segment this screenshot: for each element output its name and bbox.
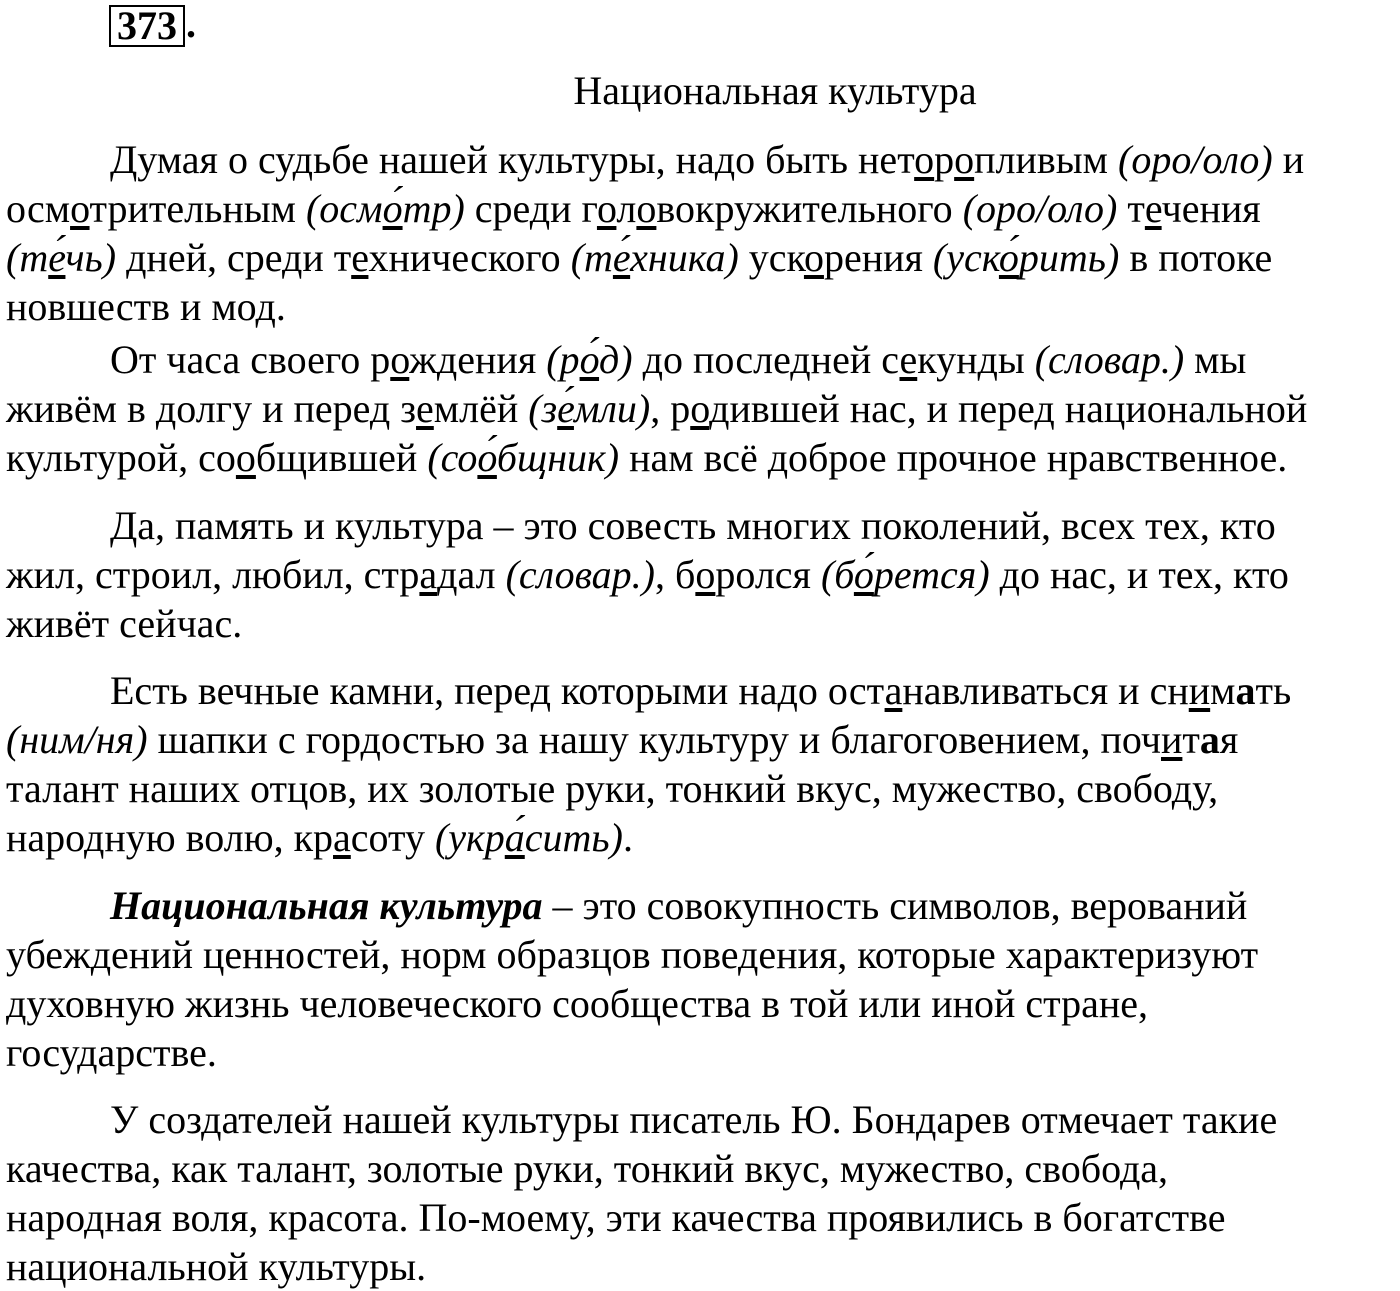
text-segment: млёй xyxy=(433,386,529,431)
text-segment: е́ xyxy=(48,235,66,280)
text-segment: Думая о судьбе нашей культуры, надо быть нет xyxy=(110,137,915,182)
text-segment: о xyxy=(390,337,410,382)
text-segment: бщившей xyxy=(255,435,428,480)
text-segment: о xyxy=(803,235,824,280)
text-segment: и xyxy=(1188,668,1211,713)
text-segment: а́ xyxy=(504,815,525,860)
text-segment: о xyxy=(690,386,710,431)
text-segment: хника) xyxy=(630,235,739,280)
text-segment: живём в долгу и перед з xyxy=(6,386,417,431)
text-segment: – это совокупность символов, верований xyxy=(542,883,1248,928)
text-segment: От часа своего р xyxy=(110,337,391,382)
text-segment: ролся xyxy=(715,552,821,597)
text-line xyxy=(6,550,1396,599)
text-line xyxy=(6,1028,1396,1077)
text-segment: качества, как талант, золотые руки, тонкий вкус, мужество, свобода, xyxy=(6,1146,1169,1191)
text-segment: народная воля, красота. По-моему, эти качества проявились в богатстве xyxy=(6,1195,1226,1240)
text-segment: дал xyxy=(437,552,506,597)
paragraph-4 xyxy=(6,666,1396,862)
text-segment: тр) xyxy=(402,186,465,231)
text-segment: л xyxy=(616,186,637,231)
text-segment: а xyxy=(1199,717,1220,762)
text-segment: а xyxy=(1235,668,1256,713)
text-line xyxy=(6,979,1396,1028)
text-segment: жил, строил, любил, стр xyxy=(6,552,420,597)
text-segment: духовную жизнь человеческого сообщества в той или иной стране, xyxy=(6,981,1149,1026)
text-line xyxy=(6,135,1396,184)
text-segment: о́ xyxy=(477,435,497,480)
text-segment: кунды xyxy=(917,337,1035,382)
text-segment: в потоке xyxy=(1119,235,1273,280)
text-segment: хнического xyxy=(368,235,571,280)
text-segment: рется) xyxy=(873,552,990,597)
text-segment: (осм xyxy=(305,186,383,231)
text-segment: м xyxy=(1210,668,1236,713)
text-segment: о xyxy=(914,137,935,182)
text-segment: е́ xyxy=(557,386,574,431)
paragraph-1 xyxy=(6,135,1396,331)
paragraph-2 xyxy=(6,335,1396,482)
text-segment: У создателей нашей культуры писатель Ю. Бондарев отмечает такие xyxy=(110,1097,1278,1142)
text-segment: государстве. xyxy=(6,1030,217,1075)
text-segment: д) xyxy=(599,337,633,382)
text-segment: трительным xyxy=(89,186,306,231)
text-line xyxy=(6,930,1396,979)
paragraph-6 xyxy=(6,1095,1396,1291)
text-segment: и xyxy=(1272,137,1305,182)
text-segment: нам всё доброе прочное нравственное. xyxy=(619,435,1288,480)
text-segment: Есть вечные камни, перед которыми надо ост xyxy=(110,668,885,713)
text-segment: Национальная культура xyxy=(110,883,543,928)
text-segment: чь) xyxy=(65,235,117,280)
text-segment: ть xyxy=(1255,668,1292,713)
text-line xyxy=(6,599,1396,648)
text-segment: Да, память и культура – это совесть многих поколений, всех тех, кто xyxy=(110,503,1276,548)
text-segment: осм xyxy=(6,186,71,231)
text-line xyxy=(6,433,1396,482)
text-line xyxy=(6,501,1396,550)
text-segment: рения xyxy=(823,235,933,280)
text-segment: е xyxy=(899,337,918,382)
text-segment: бщник) xyxy=(496,435,620,480)
text-line xyxy=(6,384,1396,433)
text-segment: , р xyxy=(650,386,691,431)
text-segment: (б xyxy=(820,552,854,597)
text-line xyxy=(6,184,1396,233)
text-line xyxy=(6,233,1396,282)
text-segment: (уск xyxy=(932,235,999,280)
text-segment: а xyxy=(333,815,351,860)
text-segment: т xyxy=(1182,717,1200,762)
text-segment: национальной культуры. xyxy=(6,1244,427,1289)
text-segment: (словар.) xyxy=(1034,337,1185,382)
text-segment: е́ xyxy=(612,235,631,280)
text-segment: о xyxy=(636,186,657,231)
text-segment: (р xyxy=(546,337,580,382)
exercise-number xyxy=(109,1,196,51)
text-segment: до нас, и тех, кто xyxy=(989,552,1289,597)
text-segment: убеждений ценностей, норм образцов поведения, которые характеризуют xyxy=(6,932,1259,977)
text-segment: е xyxy=(351,235,369,280)
text-segment: о́ xyxy=(382,186,403,231)
text-line xyxy=(6,335,1396,384)
text-segment: (т xyxy=(570,235,613,280)
text-line xyxy=(6,764,1396,813)
text-segment: е xyxy=(1144,186,1162,231)
text-line xyxy=(6,1193,1396,1242)
text-segment: дней, среди т xyxy=(116,235,352,280)
text-segment: сить) xyxy=(524,815,623,860)
text-segment: пливым xyxy=(974,137,1118,182)
text-segment: живёт сейчас. xyxy=(6,601,243,646)
text-segment: новшеств и мод. xyxy=(6,284,286,329)
text-segment: (укр xyxy=(434,815,505,860)
text-line xyxy=(6,282,1396,331)
text-segment: о́ xyxy=(998,235,1019,280)
text-line xyxy=(6,1242,1396,1291)
text-segment: о xyxy=(695,552,716,597)
text-segment: и xyxy=(1160,717,1183,762)
text-segment: дившей нас, и перед национальной xyxy=(709,386,1308,431)
text-segment: навливаться и сн xyxy=(902,668,1189,713)
text-segment: а xyxy=(419,552,438,597)
text-segment: о xyxy=(596,186,617,231)
text-segment: (з xyxy=(528,386,558,431)
text-segment: чения xyxy=(1161,186,1261,231)
text-segment: культурой, со xyxy=(6,435,236,480)
text-segment: . xyxy=(622,815,633,860)
exercise-number-dot: . xyxy=(186,1,196,46)
exercise-number-box: 373 xyxy=(109,5,185,47)
text-segment: среди г xyxy=(464,186,597,231)
text-segment: р xyxy=(934,137,955,182)
text-line xyxy=(6,881,1396,930)
paragraph-3 xyxy=(6,501,1396,648)
text-line xyxy=(6,1095,1396,1144)
text-segment: о xyxy=(954,137,975,182)
text-segment: о xyxy=(235,435,256,480)
text-segment: талант наших отцов, их золотые руки, тонкий вкус, мужество, свободу, xyxy=(6,766,1219,811)
text-segment: а xyxy=(884,668,903,713)
text-segment: рить) xyxy=(1018,235,1120,280)
text-title: Национальная культура xyxy=(573,68,977,113)
text-segment: (словар.) xyxy=(505,552,655,597)
text-segment: мы xyxy=(1184,337,1247,382)
text-segment: е xyxy=(416,386,434,431)
text-segment: о́ xyxy=(853,552,874,597)
text-segment: мли) xyxy=(573,386,651,431)
text-segment: ждения xyxy=(409,337,547,382)
text-line xyxy=(6,813,1396,862)
text-segment: о xyxy=(70,186,90,231)
text-segment: до последней с xyxy=(632,337,900,382)
text-segment: (со xyxy=(427,435,478,480)
text-line xyxy=(6,715,1396,764)
text-segment: соту xyxy=(350,815,435,860)
text-segment: о́ xyxy=(579,337,600,382)
text-segment: т xyxy=(1117,186,1145,231)
text-segment: (ним/ня) xyxy=(6,717,148,762)
text-segment: (оро/оло) xyxy=(962,186,1118,231)
text-segment: шапки с гордостью за нашу культуру и благоговением, поч xyxy=(147,717,1161,762)
text-segment: уск xyxy=(738,235,804,280)
text-segment: народную волю, кр xyxy=(6,815,334,860)
text-segment: вокружительного xyxy=(656,186,963,231)
paragraph-5 xyxy=(6,881,1396,1077)
text-segment: , б xyxy=(655,552,696,597)
text-line xyxy=(6,666,1396,715)
text-segment: я xyxy=(1219,717,1239,762)
text-segment: (оро/оло) xyxy=(1118,137,1273,182)
text-segment: (т xyxy=(6,235,49,280)
text-line xyxy=(6,1144,1396,1193)
